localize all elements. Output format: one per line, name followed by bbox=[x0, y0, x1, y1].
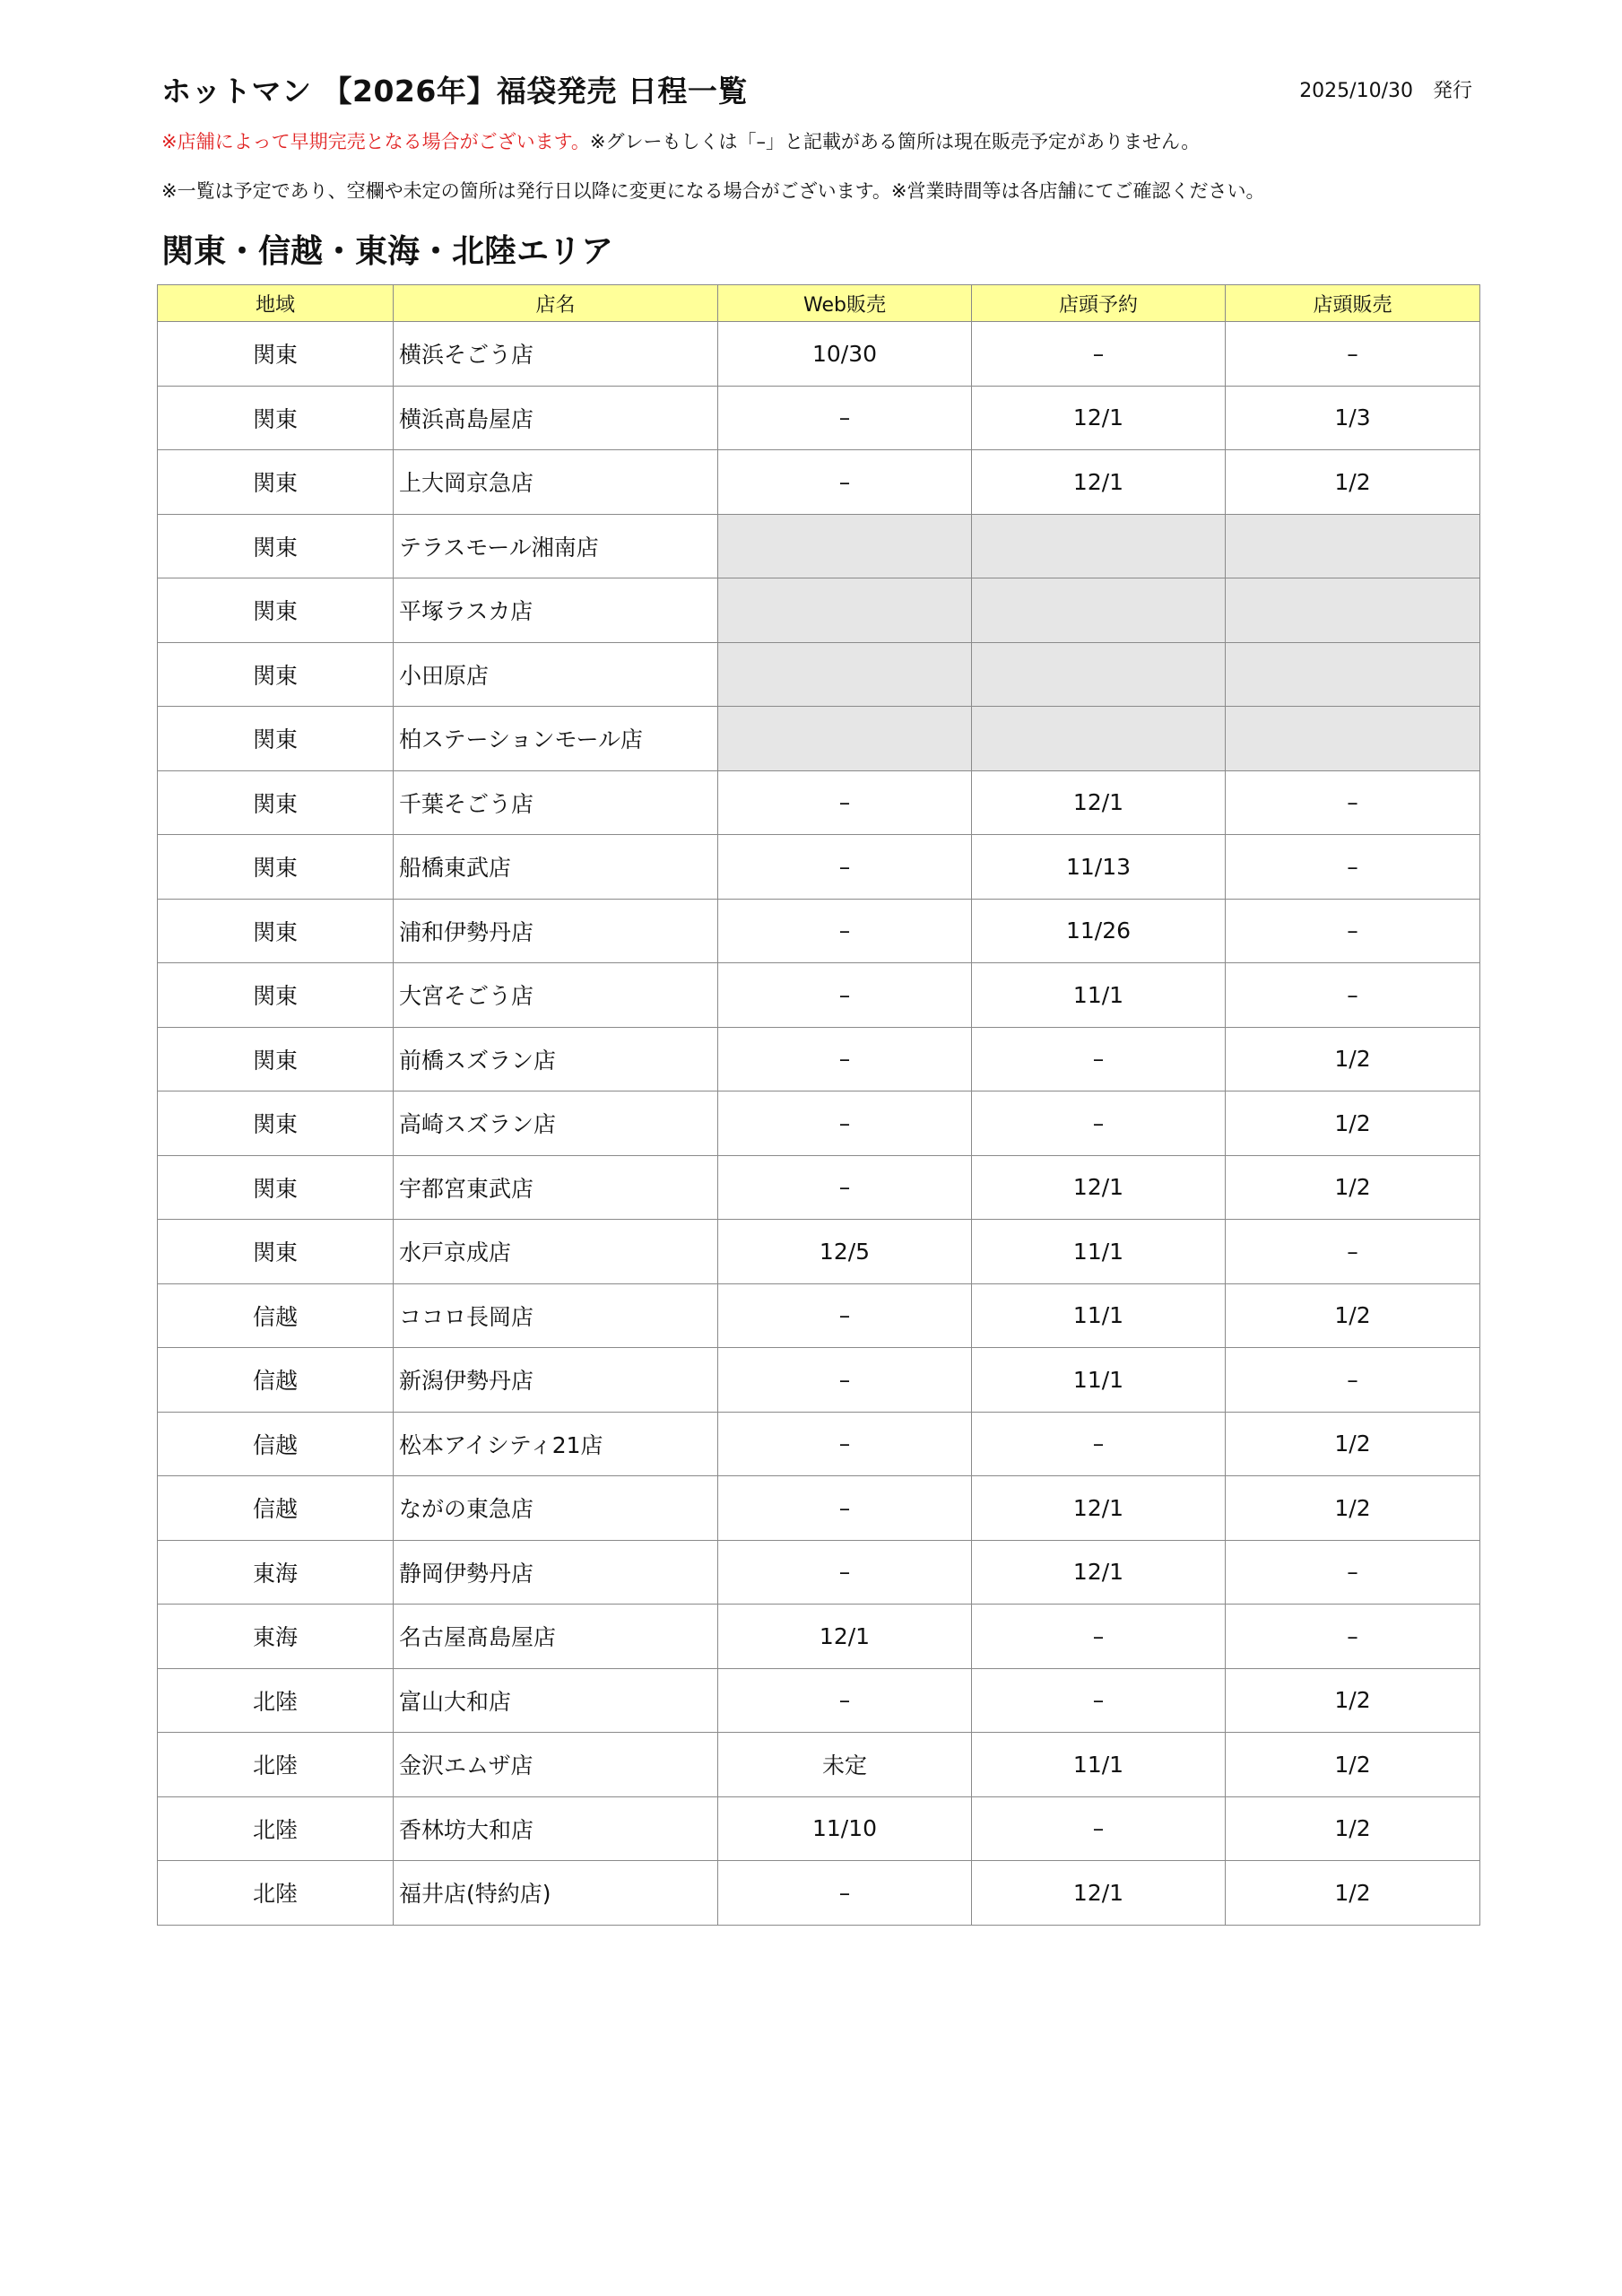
web-sale-cell: – bbox=[718, 1027, 972, 1091]
web-sale-cell: – bbox=[718, 1283, 972, 1348]
store-reservation-cell bbox=[972, 514, 1226, 578]
store-sale-cell: 1/2 bbox=[1226, 1861, 1480, 1926]
region-cell: 信越 bbox=[158, 1348, 394, 1413]
store-sale-cell: – bbox=[1226, 963, 1480, 1028]
store-reservation-cell: 11/26 bbox=[972, 899, 1226, 963]
store-reservation-cell: 12/1 bbox=[972, 1155, 1226, 1220]
page-title: ホットマン 【2026年】福袋発売 日程一覧 bbox=[161, 74, 748, 109]
table-row bbox=[158, 386, 1480, 450]
region-cell: 北陸 bbox=[158, 1861, 394, 1926]
table-row bbox=[158, 1091, 1480, 1156]
store-name-cell: 新潟伊勢丹店 bbox=[394, 1348, 718, 1413]
web-sale-cell: – bbox=[718, 1861, 972, 1926]
web-sale-cell: – bbox=[718, 386, 972, 450]
store-reservation-cell: 12/1 bbox=[972, 1861, 1226, 1926]
notice-red: ※店舗によって早期完売となる場合がございます。 bbox=[161, 131, 590, 152]
store-name-cell: 上大岡京急店 bbox=[394, 450, 718, 515]
region-cell: 東海 bbox=[158, 1605, 394, 1669]
store-name-cell: 静岡伊勢丹店 bbox=[394, 1540, 718, 1605]
store-name-cell: 金沢エムザ店 bbox=[394, 1733, 718, 1797]
store-reservation-cell bbox=[972, 642, 1226, 707]
web-sale-cell: 11/10 bbox=[718, 1796, 972, 1861]
column-header-region: 地域 bbox=[158, 285, 394, 322]
store-sale-cell: 1/2 bbox=[1226, 1283, 1480, 1348]
web-sale-cell bbox=[718, 578, 972, 643]
store-sale-cell bbox=[1226, 707, 1480, 771]
store-sale-cell: – bbox=[1226, 1605, 1480, 1669]
web-sale-cell: – bbox=[718, 450, 972, 515]
region-cell: 信越 bbox=[158, 1283, 394, 1348]
web-sale-cell: – bbox=[718, 1155, 972, 1220]
web-sale-cell: – bbox=[718, 899, 972, 963]
region-cell: 関東 bbox=[158, 835, 394, 900]
store-sale-cell: – bbox=[1226, 770, 1480, 835]
store-sale-cell: – bbox=[1226, 899, 1480, 963]
store-sale-cell: – bbox=[1226, 1540, 1480, 1605]
schedule-body bbox=[158, 322, 1480, 1926]
region-cell: 関東 bbox=[158, 386, 394, 450]
web-sale-cell bbox=[718, 642, 972, 707]
table-row bbox=[158, 1605, 1480, 1669]
store-sale-cell: 1/2 bbox=[1226, 1796, 1480, 1861]
table-row bbox=[158, 1412, 1480, 1476]
web-sale-cell bbox=[718, 707, 972, 771]
store-name-cell: 福井店(特約店) bbox=[394, 1861, 718, 1926]
store-name-cell: 柏ステーションモール店 bbox=[394, 707, 718, 771]
table-row bbox=[158, 835, 1480, 900]
region-cell: 北陸 bbox=[158, 1796, 394, 1861]
web-sale-cell: 10/30 bbox=[718, 322, 972, 387]
store-reservation-cell: 12/1 bbox=[972, 770, 1226, 835]
store-reservation-cell: 11/1 bbox=[972, 1220, 1226, 1284]
table-row bbox=[158, 963, 1480, 1028]
region-cell: 北陸 bbox=[158, 1668, 394, 1733]
store-sale-cell: – bbox=[1226, 1348, 1480, 1413]
store-sale-cell bbox=[1226, 578, 1480, 643]
store-name-cell: 平塚ラスカ店 bbox=[394, 578, 718, 643]
store-name-cell: 大宮そごう店 bbox=[394, 963, 718, 1028]
store-sale-cell: – bbox=[1226, 1220, 1480, 1284]
table-row bbox=[158, 1027, 1480, 1091]
table-row bbox=[158, 1155, 1480, 1220]
issue-date: 2025/10/30 発行 bbox=[1299, 80, 1472, 102]
store-name-cell: 高崎スズラン店 bbox=[394, 1091, 718, 1156]
table-row bbox=[158, 770, 1480, 835]
store-reservation-cell: – bbox=[972, 1027, 1226, 1091]
web-sale-cell: – bbox=[718, 1668, 972, 1733]
store-reservation-cell: – bbox=[972, 1412, 1226, 1476]
store-sale-cell: 1/2 bbox=[1226, 450, 1480, 515]
region-cell: 関東 bbox=[158, 707, 394, 771]
store-name-cell: ながの東急店 bbox=[394, 1476, 718, 1541]
table-row bbox=[158, 1668, 1480, 1733]
store-name-cell: 香林坊大和店 bbox=[394, 1796, 718, 1861]
store-reservation-cell: – bbox=[972, 1668, 1226, 1733]
store-name-cell: 水戸京成店 bbox=[394, 1220, 718, 1284]
store-reservation-cell: 11/1 bbox=[972, 963, 1226, 1028]
region-cell: 信越 bbox=[158, 1412, 394, 1476]
table-row bbox=[158, 1861, 1480, 1926]
store-sale-cell: – bbox=[1226, 322, 1480, 387]
store-reservation-cell: – bbox=[972, 1796, 1226, 1861]
web-sale-cell: 12/1 bbox=[718, 1605, 972, 1669]
column-header-store: 店名 bbox=[394, 285, 718, 322]
column-header-store-sale: 店頭販売 bbox=[1226, 285, 1480, 322]
store-sale-cell: 1/2 bbox=[1226, 1155, 1480, 1220]
column-header-store-reservation: 店頭予約 bbox=[972, 285, 1226, 322]
store-reservation-cell: 11/13 bbox=[972, 835, 1226, 900]
table-row bbox=[158, 1540, 1480, 1605]
area-title: 関東・信越・東海・北陸エリア bbox=[161, 233, 614, 270]
web-sale-cell: – bbox=[718, 1540, 972, 1605]
web-sale-cell: – bbox=[718, 1091, 972, 1156]
store-name-cell: 小田原店 bbox=[394, 642, 718, 707]
table-row bbox=[158, 1733, 1480, 1797]
table-row bbox=[158, 707, 1480, 771]
web-sale-cell: – bbox=[718, 1476, 972, 1541]
store-sale-cell: 1/2 bbox=[1226, 1027, 1480, 1091]
store-sale-cell: – bbox=[1226, 835, 1480, 900]
store-reservation-cell: – bbox=[972, 1605, 1226, 1669]
store-sale-cell: 1/2 bbox=[1226, 1476, 1480, 1541]
notice-line-2: ※一覧は予定であり、空欄や未定の箇所は発行日以降に変更になる場合がございます。※営業時間等は各店舗にてご確認ください。 bbox=[161, 180, 1265, 202]
table-row bbox=[158, 1796, 1480, 1861]
column-header-web-sale: Web販売 bbox=[718, 285, 972, 322]
store-name-cell: 宇都宮東武店 bbox=[394, 1155, 718, 1220]
web-sale-cell: 12/5 bbox=[718, 1220, 972, 1284]
table-row bbox=[158, 450, 1480, 515]
store-reservation-cell: 12/1 bbox=[972, 450, 1226, 515]
table-row bbox=[158, 514, 1480, 578]
region-cell: 関東 bbox=[158, 578, 394, 643]
region-cell: 関東 bbox=[158, 1091, 394, 1156]
store-reservation-cell bbox=[972, 707, 1226, 771]
store-name-cell: 横浜髙島屋店 bbox=[394, 386, 718, 450]
table-row bbox=[158, 1476, 1480, 1541]
store-name-cell: 名古屋髙島屋店 bbox=[394, 1605, 718, 1669]
schedule-table bbox=[157, 284, 1480, 1926]
store-name-cell: テラスモール湘南店 bbox=[394, 514, 718, 578]
web-sale-cell: – bbox=[718, 963, 972, 1028]
store-reservation-cell: 11/1 bbox=[972, 1348, 1226, 1413]
web-sale-cell: – bbox=[718, 835, 972, 900]
store-reservation-cell: 12/1 bbox=[972, 386, 1226, 450]
store-reservation-cell: – bbox=[972, 1091, 1226, 1156]
store-reservation-cell bbox=[972, 578, 1226, 643]
table-row bbox=[158, 1283, 1480, 1348]
region-cell: 関東 bbox=[158, 322, 394, 387]
region-cell: 関東 bbox=[158, 450, 394, 515]
store-name-cell: 横浜そごう店 bbox=[394, 322, 718, 387]
region-cell: 関東 bbox=[158, 770, 394, 835]
region-cell: 北陸 bbox=[158, 1733, 394, 1797]
region-cell: 関東 bbox=[158, 642, 394, 707]
table-row bbox=[158, 1220, 1480, 1284]
store-reservation-cell: 12/1 bbox=[972, 1476, 1226, 1541]
store-reservation-cell: 11/1 bbox=[972, 1733, 1226, 1797]
store-sale-cell: 1/2 bbox=[1226, 1668, 1480, 1733]
store-sale-cell: 1/2 bbox=[1226, 1412, 1480, 1476]
web-sale-cell bbox=[718, 514, 972, 578]
notice-line-1 bbox=[161, 127, 1200, 154]
web-sale-cell: – bbox=[718, 1348, 972, 1413]
store-sale-cell: 1/2 bbox=[1226, 1091, 1480, 1156]
store-name-cell: 船橋東武店 bbox=[394, 835, 718, 900]
store-name-cell: 前橋スズラン店 bbox=[394, 1027, 718, 1091]
notice-black: ※グレーもしくは「–」と記載がある箇所は現在販売予定がありません。 bbox=[589, 131, 1201, 152]
store-name-cell: 千葉そごう店 bbox=[394, 770, 718, 835]
region-cell: 関東 bbox=[158, 963, 394, 1028]
region-cell: 東海 bbox=[158, 1540, 394, 1605]
store-name-cell: 松本アイシティ21店 bbox=[394, 1412, 718, 1476]
store-sale-cell: 1/2 bbox=[1226, 1733, 1480, 1797]
table-row bbox=[158, 322, 1480, 387]
web-sale-cell: 未定 bbox=[718, 1733, 972, 1797]
region-cell: 関東 bbox=[158, 1220, 394, 1284]
store-name-cell: ココロ長岡店 bbox=[394, 1283, 718, 1348]
table-row bbox=[158, 642, 1480, 707]
store-sale-cell: 1/3 bbox=[1226, 386, 1480, 450]
store-name-cell: 富山大和店 bbox=[394, 1668, 718, 1733]
web-sale-cell: – bbox=[718, 1412, 972, 1476]
region-cell: 関東 bbox=[158, 1155, 394, 1220]
store-sale-cell bbox=[1226, 514, 1480, 578]
table-row bbox=[158, 578, 1480, 643]
web-sale-cell: – bbox=[718, 770, 972, 835]
store-reservation-cell: 12/1 bbox=[972, 1540, 1226, 1605]
region-cell: 関東 bbox=[158, 899, 394, 963]
store-sale-cell bbox=[1226, 642, 1480, 707]
table-header-row bbox=[158, 285, 1480, 322]
store-name-cell: 浦和伊勢丹店 bbox=[394, 899, 718, 963]
store-reservation-cell: 11/1 bbox=[972, 1283, 1226, 1348]
region-cell: 関東 bbox=[158, 1027, 394, 1091]
table-row bbox=[158, 899, 1480, 963]
table-row bbox=[158, 1348, 1480, 1413]
region-cell: 関東 bbox=[158, 514, 394, 578]
store-reservation-cell: – bbox=[972, 322, 1226, 387]
region-cell: 信越 bbox=[158, 1476, 394, 1541]
